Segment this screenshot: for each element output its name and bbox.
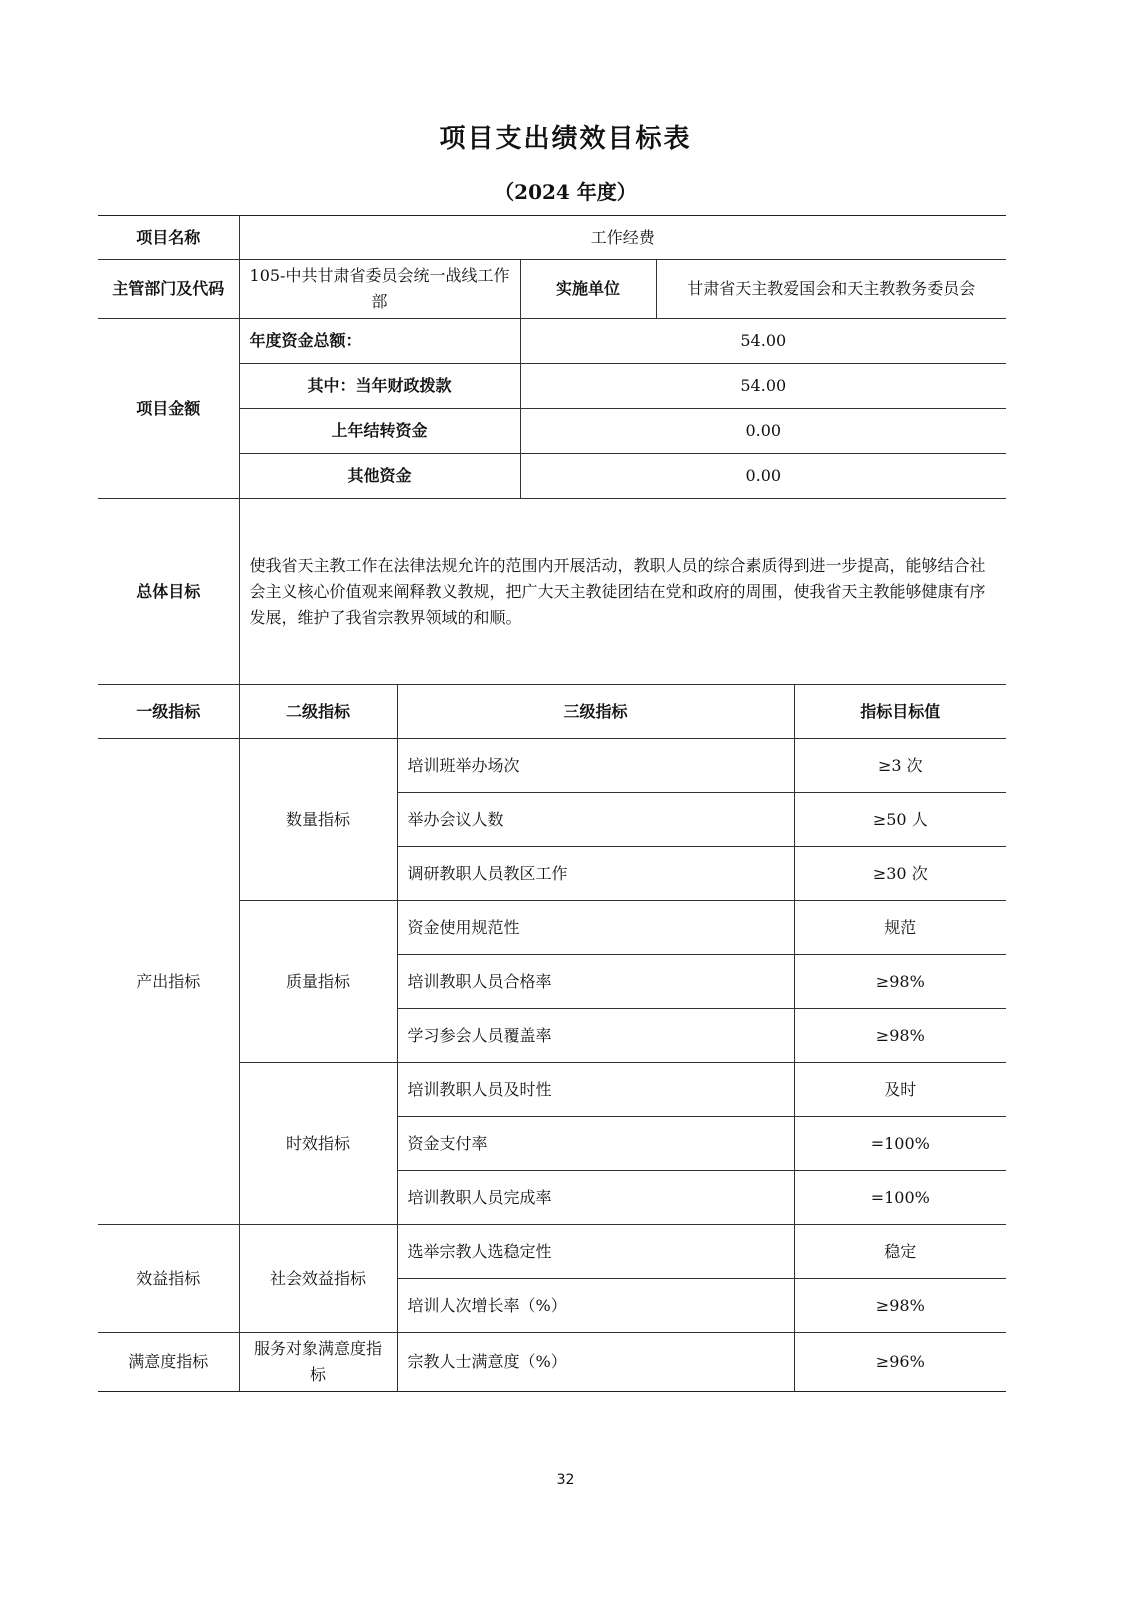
- indicator-value: =100%: [794, 1171, 1006, 1225]
- row-project-name: [98, 216, 1006, 260]
- level2-service-satisfaction: 服务对象满意度指标: [239, 1333, 397, 1392]
- indicator-value: ≥98%: [794, 1279, 1006, 1333]
- funds-total-value: 54.00: [520, 319, 1006, 364]
- funds-other-value: 0.00: [520, 454, 1006, 499]
- implementer-label: 实施单位: [520, 260, 656, 319]
- funds-carryover-label: 上年结转资金: [239, 409, 520, 454]
- indicator-value: 及时: [794, 1063, 1006, 1117]
- table-row: [98, 739, 1006, 793]
- performance-target-table: [98, 215, 1006, 1392]
- funds-label: 项目金额: [98, 319, 239, 499]
- indicator-value: ≥98%: [794, 1009, 1006, 1063]
- indicator-name: 资金支付率: [397, 1117, 794, 1171]
- level1-satisfaction: 满意度指标: [98, 1333, 239, 1392]
- indicator-value: ≥30 次: [794, 847, 1006, 901]
- funds-fiscal-value: 54.00: [520, 364, 1006, 409]
- level2-quantity: 数量指标: [239, 739, 397, 901]
- indicator-value: ≥96%: [794, 1333, 1006, 1392]
- indicator-value: 规范: [794, 901, 1006, 955]
- indicator-name: 宗教人士满意度（%）: [397, 1333, 794, 1392]
- funds-carryover-value: 0.00: [520, 409, 1006, 454]
- row-indicator-header: [98, 685, 1006, 739]
- department-value: 105-中共甘肃省委员会统一战线工作部: [239, 260, 520, 319]
- header-target: 指标目标值: [794, 685, 1006, 739]
- indicator-name: 选举宗教人选稳定性: [397, 1225, 794, 1279]
- indicator-value: ≥3 次: [794, 739, 1006, 793]
- indicator-value: ≥50 人: [794, 793, 1006, 847]
- page-subtitle: （2024 年度）: [494, 180, 637, 204]
- overall-goal-text: 使我省天主教工作在法律法规允许的范围内开展活动，教职人员的综合素质得到进一步提高，能够结合社会主义核心价值观来阐释教义教规，把广大天主教徒团结在党和政府的周围，使我省天主教能够健康有序发展，维护了我省宗教界领域的和顺。: [239, 499, 1006, 685]
- indicator-name: 举办会议人数: [397, 793, 794, 847]
- funds-fiscal-label: 其中：当年财政拨款: [239, 364, 520, 409]
- row-department: [98, 260, 1006, 319]
- level2-quality: 质量指标: [239, 901, 397, 1063]
- level1-benefit: 效益指标: [98, 1225, 239, 1333]
- indicator-name: 培训班举办场次: [397, 739, 794, 793]
- row-overall-goal: [98, 499, 1006, 685]
- indicator-name: 培训教职人员及时性: [397, 1063, 794, 1117]
- level2-timeliness: 时效指标: [239, 1063, 397, 1225]
- header-level2: 二级指标: [239, 685, 397, 739]
- level1-output: 产出指标: [98, 739, 239, 1225]
- table-row: [98, 1225, 1006, 1279]
- indicator-value: =100%: [794, 1117, 1006, 1171]
- header-level1: 一级指标: [98, 685, 239, 739]
- overall-goal-label: 总体目标: [98, 499, 239, 685]
- implementer-value: 甘肃省天主教爱国会和天主教教务委员会: [656, 260, 1006, 319]
- project-name-label: 项目名称: [98, 216, 239, 260]
- header-level3: 三级指标: [397, 685, 794, 739]
- indicator-value: 稳定: [794, 1225, 1006, 1279]
- table-row: [98, 1333, 1006, 1392]
- funds-total-label: 年度资金总额：: [239, 319, 520, 364]
- indicator-name: 资金使用规范性: [397, 901, 794, 955]
- indicator-name: 调研教职人员教区工作: [397, 847, 794, 901]
- indicator-value: ≥98%: [794, 955, 1006, 1009]
- indicator-name: 学习参会人员覆盖率: [397, 1009, 794, 1063]
- department-label: 主管部门及代码: [98, 260, 239, 319]
- indicator-name: 培训教职人员合格率: [397, 955, 794, 1009]
- page-title: 项目支出绩效目标表: [439, 124, 692, 154]
- level2-social-benefit: 社会效益指标: [239, 1225, 397, 1333]
- indicator-name: 培训教职人员完成率: [397, 1171, 794, 1225]
- row-funds-total: [98, 319, 1006, 364]
- funds-other-label: 其他资金: [239, 454, 520, 499]
- page-number: 32: [556, 1472, 575, 1488]
- indicator-name: 培训人次增长率（%）: [397, 1279, 794, 1333]
- project-name-value: 工作经费: [239, 216, 1006, 260]
